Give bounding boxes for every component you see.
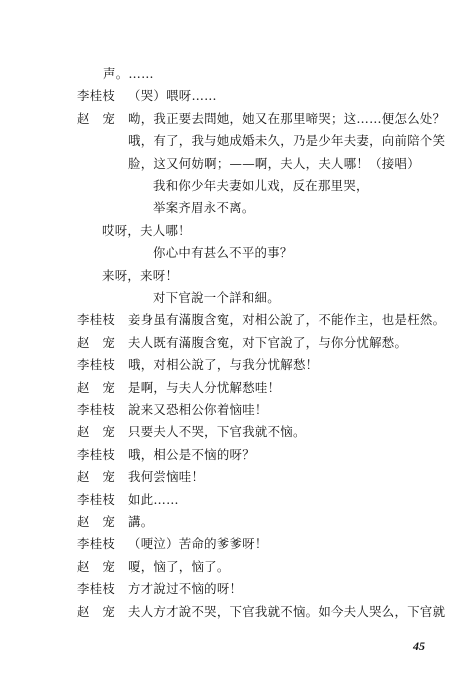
speaker-name: 李桂枝 [77, 536, 116, 552]
line-text: 对下官說一个詳和細。 [153, 290, 280, 305]
speaker-name: 赵 宠 [77, 558, 116, 574]
speaker-name: 赵 宠 [77, 334, 116, 350]
line-text: 哦，相公是不恼的呀？ [128, 446, 255, 462]
line-text: 講。 [128, 514, 154, 529]
line-text: 哦，对相公說了，与我分忧解愁！ [128, 357, 319, 373]
speaker-name: 李桂枝 [77, 402, 116, 417]
speaker-name: 李桂枝 [77, 88, 116, 104]
line-text: 脸，这又何妨啊；——啊，夫人，夫人哪！（接唱） [128, 155, 420, 171]
speaker-name: 赵 宠 [77, 424, 116, 440]
speaker-name: 赵 宠 [77, 469, 116, 485]
line-text: 只要夫人不哭，下官我就不恼。 [128, 424, 306, 440]
line-text: 你心中有甚么不平的事？ [153, 245, 293, 261]
line-text: 妾身虽有滿腹含寃，对相公說了，不能作主，也是枉然。 [128, 312, 446, 328]
speaker-name: 赵 宠 [77, 110, 116, 126]
speaker-name: 赵 宠 [77, 514, 116, 529]
speaker-name: 李桂枝 [77, 357, 116, 373]
speaker-name: 李桂枝 [77, 312, 116, 328]
line-text: 我和你少年夫妻如儿戏，反在那里哭， [153, 178, 369, 193]
line-text: 方才說过不恼的呀！ [128, 581, 243, 597]
line-text: 嗄，恼了，恼了。 [128, 558, 230, 574]
line-text: 哎呀，夫人哪！ [102, 222, 191, 238]
speaker-name: 李桂枝 [77, 491, 116, 507]
speaker-name: 李桂枝 [77, 581, 116, 597]
line-text: 来呀，来呀！ [102, 267, 179, 283]
speaker-name: 赵 宠 [77, 603, 116, 619]
speaker-name: 赵 宠 [77, 379, 116, 395]
speaker-name: 李桂枝 [77, 446, 116, 462]
line-text: 我何尝恼哇！ [128, 469, 205, 485]
line-text: 夫人方才說不哭，下官我就不恼。如今夫人哭么，下官就 [128, 603, 446, 619]
line-text: （哽泣）苦命的爹爹呀！ [128, 536, 268, 552]
line-text: 夫人既有滿腹含寃，对下官說了，与你分忧解愁。 [128, 334, 408, 350]
page-number: 45 [413, 639, 425, 653]
line-text: 呦，我正要去問她，她又在那里啼哭；这……便怎么处？ [128, 110, 446, 126]
line-text: 声。…… [103, 66, 154, 81]
line-text: 举案齐眉永不离。 [153, 200, 255, 216]
line-text: 哦，有了，我与她成婚未久，乃是少年夫妻，向前陪个笑 [128, 133, 446, 149]
line-text: （哭）喂呀…… [128, 88, 217, 104]
line-text: 說来又恐相公你着恼哇！ [128, 402, 268, 417]
line-text: 是啊，与夫人分忧解愁哇！ [128, 379, 281, 395]
line-text: 如此…… [128, 491, 179, 507]
